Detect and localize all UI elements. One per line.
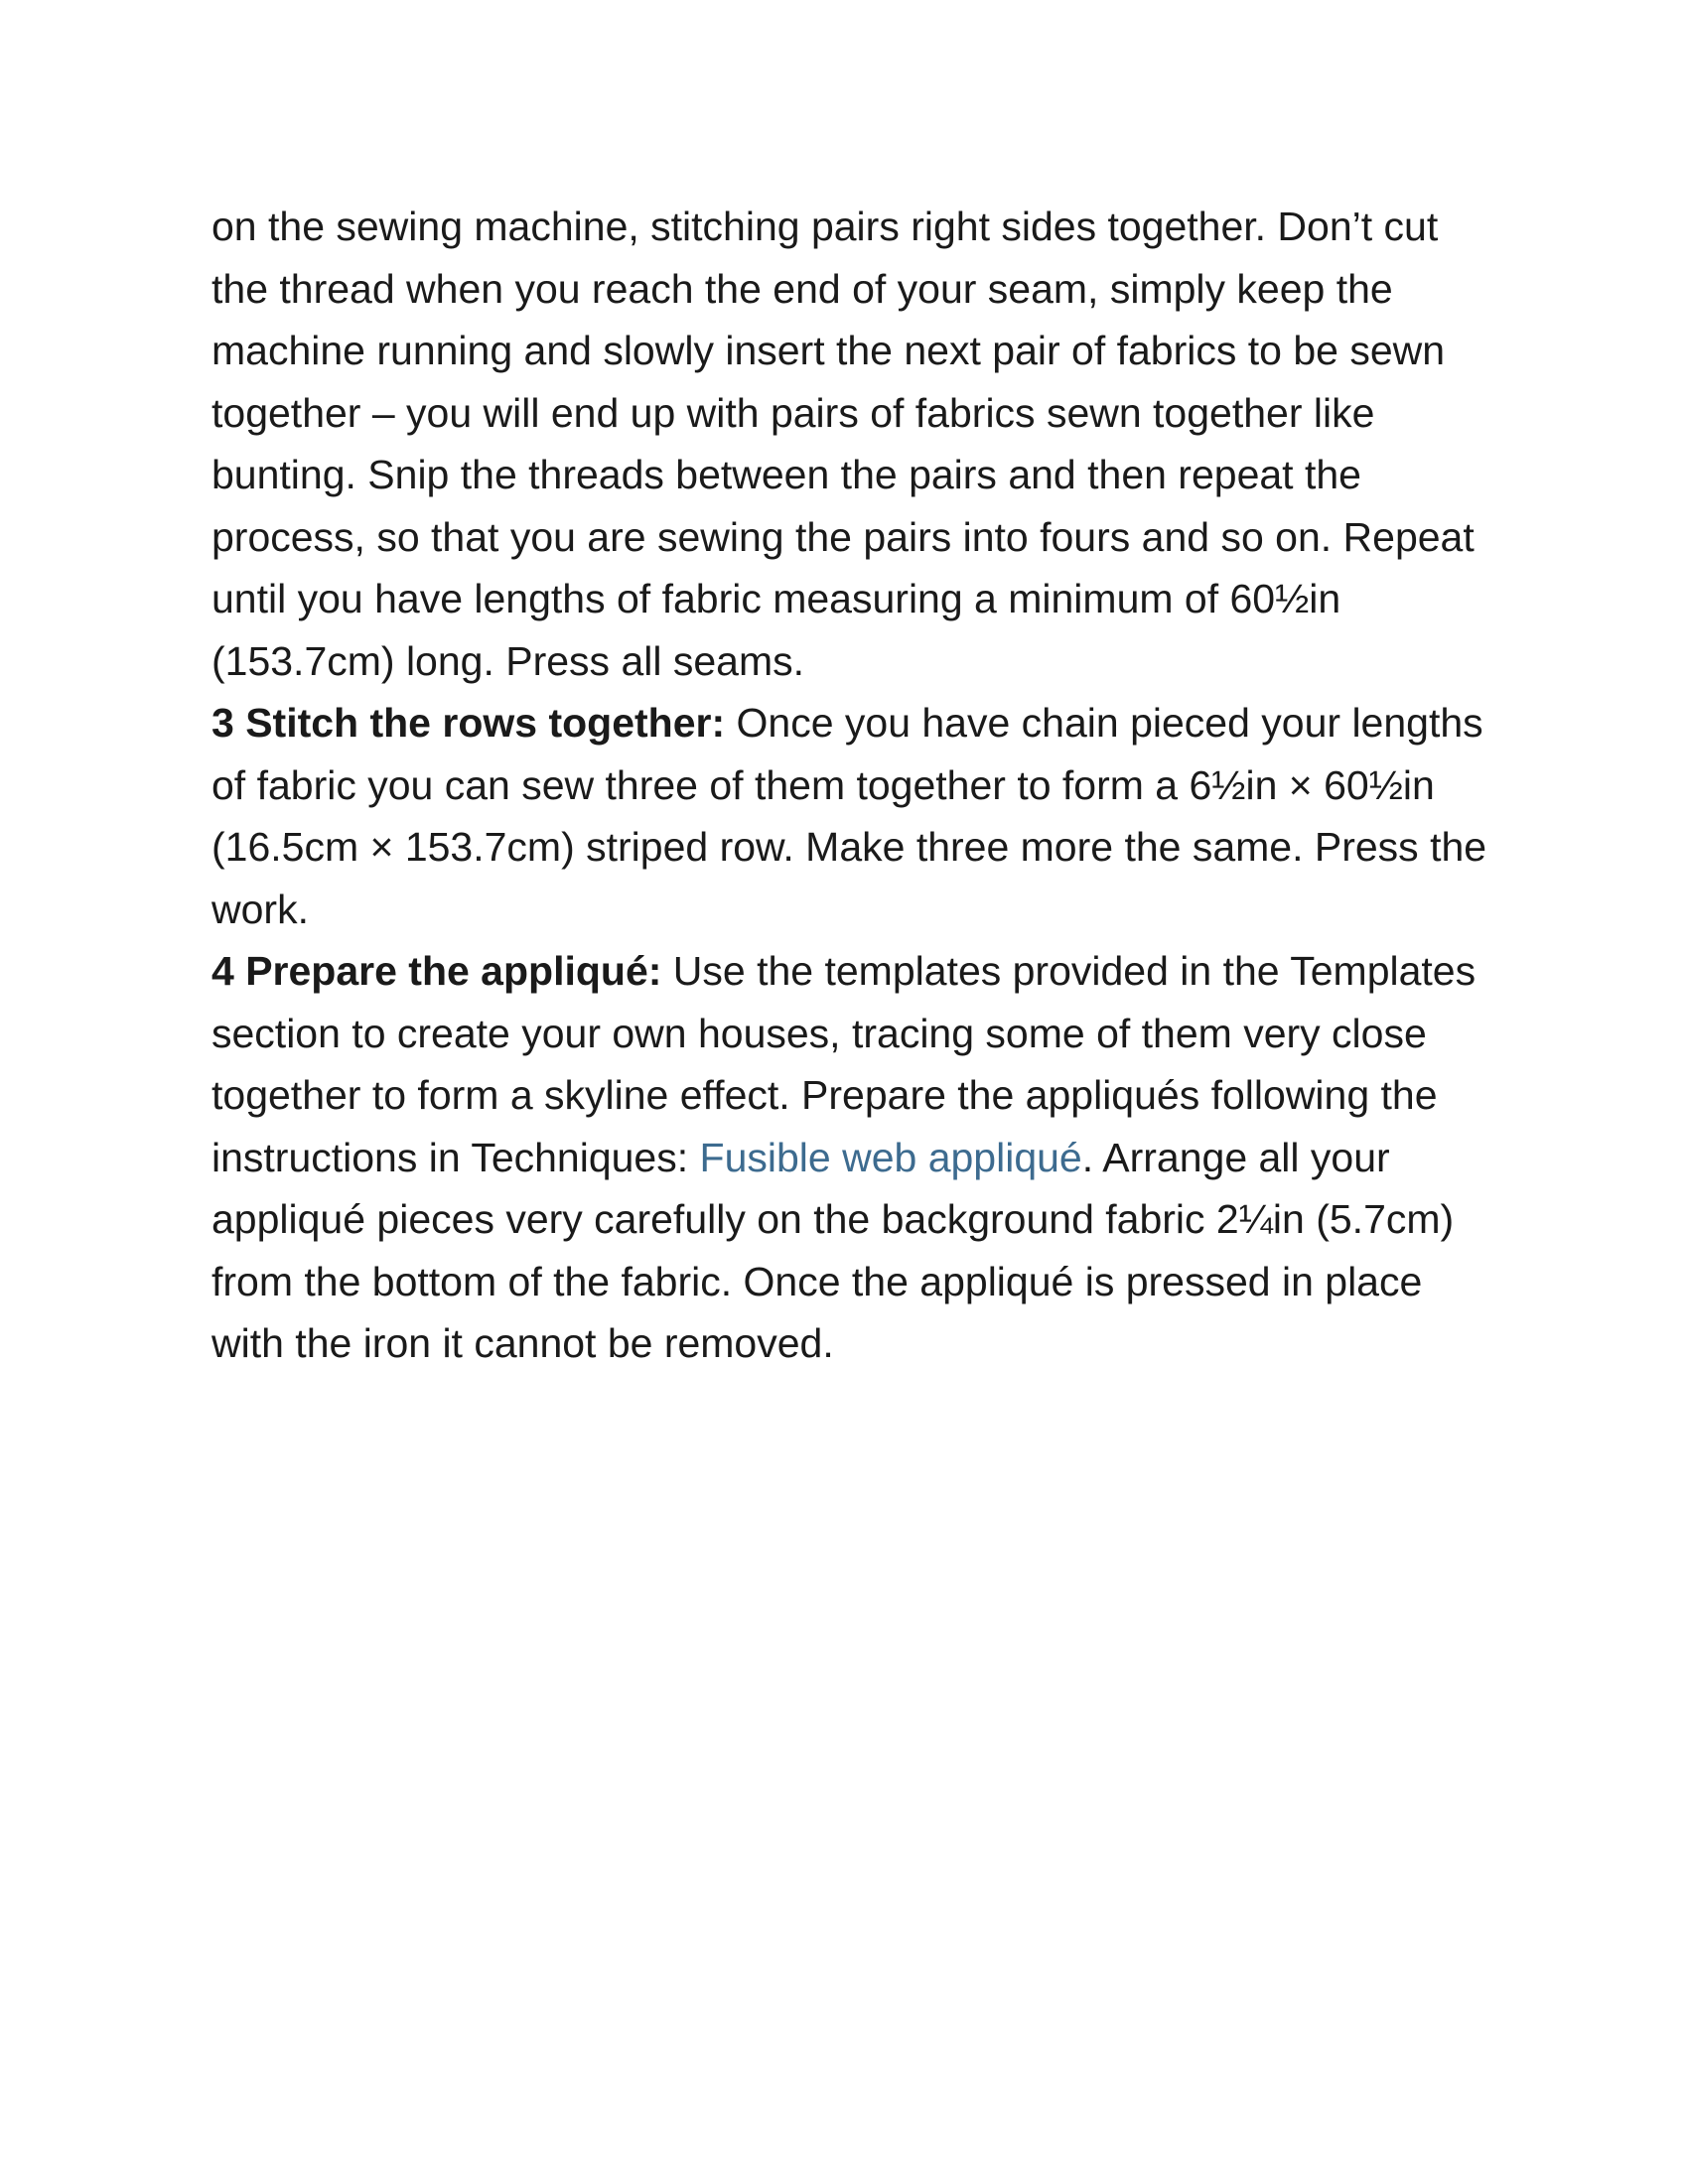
step-3-title: 3 Stitch the rows together: (211, 700, 726, 746)
step-4-body-after-link: . Arrange all your appliqué pieces very carefully on the background fabric 2¼in (5.7cm) from the bottom of the fabric. Once the appliqué is pressed in place with the iron it cannot be removed. (211, 1134, 1455, 1366)
fusible-web-applique-link[interactable]: Fusible web appliqué (699, 1134, 1082, 1180)
step-3-paragraph (211, 692, 1502, 940)
step-4-title: 4 Prepare the appliqué: (211, 948, 662, 994)
paragraph-chain-piecing-text: on the sewing machine, stitching pairs right sides together. Don’t cut the thread when you reach the end of your seam, simply keep the machine running and slowly insert the next pair of fabrics to be sewn together – you will end up with pairs of fabrics sewn together like bunting. Snip the threads between the pairs and then repeat the process, so that you are sewing the pairs into fours and so on. Repeat until you have lengths of fabric measuring a minimum of 60½in (153.7cm) long. Press all seams. (211, 204, 1475, 684)
paragraph-chain-piecing (211, 196, 1502, 692)
step-4-paragraph (211, 940, 1502, 1375)
instructions-text (211, 196, 1502, 1375)
step-3-body: Once you have chain pieced your lengths of fabric you can sew three of them together to form a 6½in × 60½in (16.5cm × 153.7cm) striped row. Make three more the same. Press the work. (211, 700, 1487, 932)
step-4-body-before-link: Use the templates provided in the Templates section to create your own houses, tracing some of them very close together to form a skyline effect. Prepare the appliqués following the instructions in Techniques: (211, 948, 1477, 1180)
